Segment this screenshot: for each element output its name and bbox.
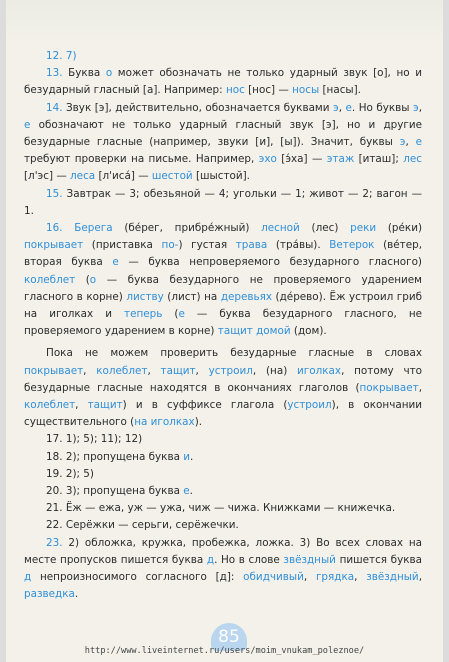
answer-20: 20. 3); пропущена буква е. — [46, 485, 193, 498]
answer-23: 23. 2) обложка, кружка, пробежка, ложка. 3) Во всех словах на месте пропусков пишется буква д. Но в слове звёздный пишется буква д непроизносимого согласного [д]: обидчивый, грядка, звёздный, разведка. — [24, 536, 423, 601]
answer-text — [24, 48, 422, 604]
page-number: 85 — [211, 623, 247, 651]
answer-13: 13. Буква о может обозначать не только ударный звук [о], но и безударный гласный [а]. Например: нос [нос] — носы [насы]. — [24, 67, 422, 97]
answer-17: 17. 1); 5); 11); 12) — [46, 433, 143, 446]
answer-15: 15. Завтрак — 3; обезьяной — 4; угольки — 1; живот — 2; вагон — 1. — [24, 187, 422, 217]
watermark-url: http://www.liveinternet.ru/users/moim_vnukam_poleznoe/ — [84, 646, 365, 656]
answer-21: 21. Ёж — ежа, уж — ужа, чиж — чижа. Книжками — книжечка. — [46, 502, 396, 515]
answer-22: 22. Серёжки — серьги, серёжечки. — [46, 519, 239, 532]
answer-19: 19. 2); 5) — [46, 467, 94, 480]
answer-12: 12. 7) — [46, 50, 77, 62]
explanation-paragraph: Пока не можем проверить безударные гласные в словах покрывает, колеблет, тащит, устроил, (на) иголках, потому что безударные гласные находятся в окончаниях глаголов (покрывает, колеблет, тащит) и в суффиксе глагола (устроил), в окончании существительного (на иголках). — [24, 347, 423, 429]
answer-14: 14. Звук [э], действительно, обозначается буквами э, е. Но буквы э, е обозначают не только ударный гласный звук [э], но и другие безударные гласные (например, звуки [и], [ы]). Значит, буквы э, е требуют проверки на письме. Например, эхо [э́ха] — этаж [иташ]; лес [л'эс] — леса [л'иса́] — шестой [шыстой]. — [24, 101, 423, 183]
answer-16: 16. Берега (бе́рег, прибре́жный) лесной (лес) реки (ре́ки) покрывает (приставка по-) густая трава (тра́вы). Ветерок (ве́тер, вторая буква е — буква непроверяемого безударного гласного) колеблет (о — буква безударного не проверяемого ударением гласного в корне) листву (лист) на деревьях (де́рево). Ёж устроил гриб на иголках и теперь (е — буква безударного гласного, не проверяемого ударением в корне) тащит домой (дом). — [24, 222, 423, 338]
top-strip — [6, 0, 443, 44]
answer-18: 18. 2); пропущена буква и. — [46, 450, 194, 463]
